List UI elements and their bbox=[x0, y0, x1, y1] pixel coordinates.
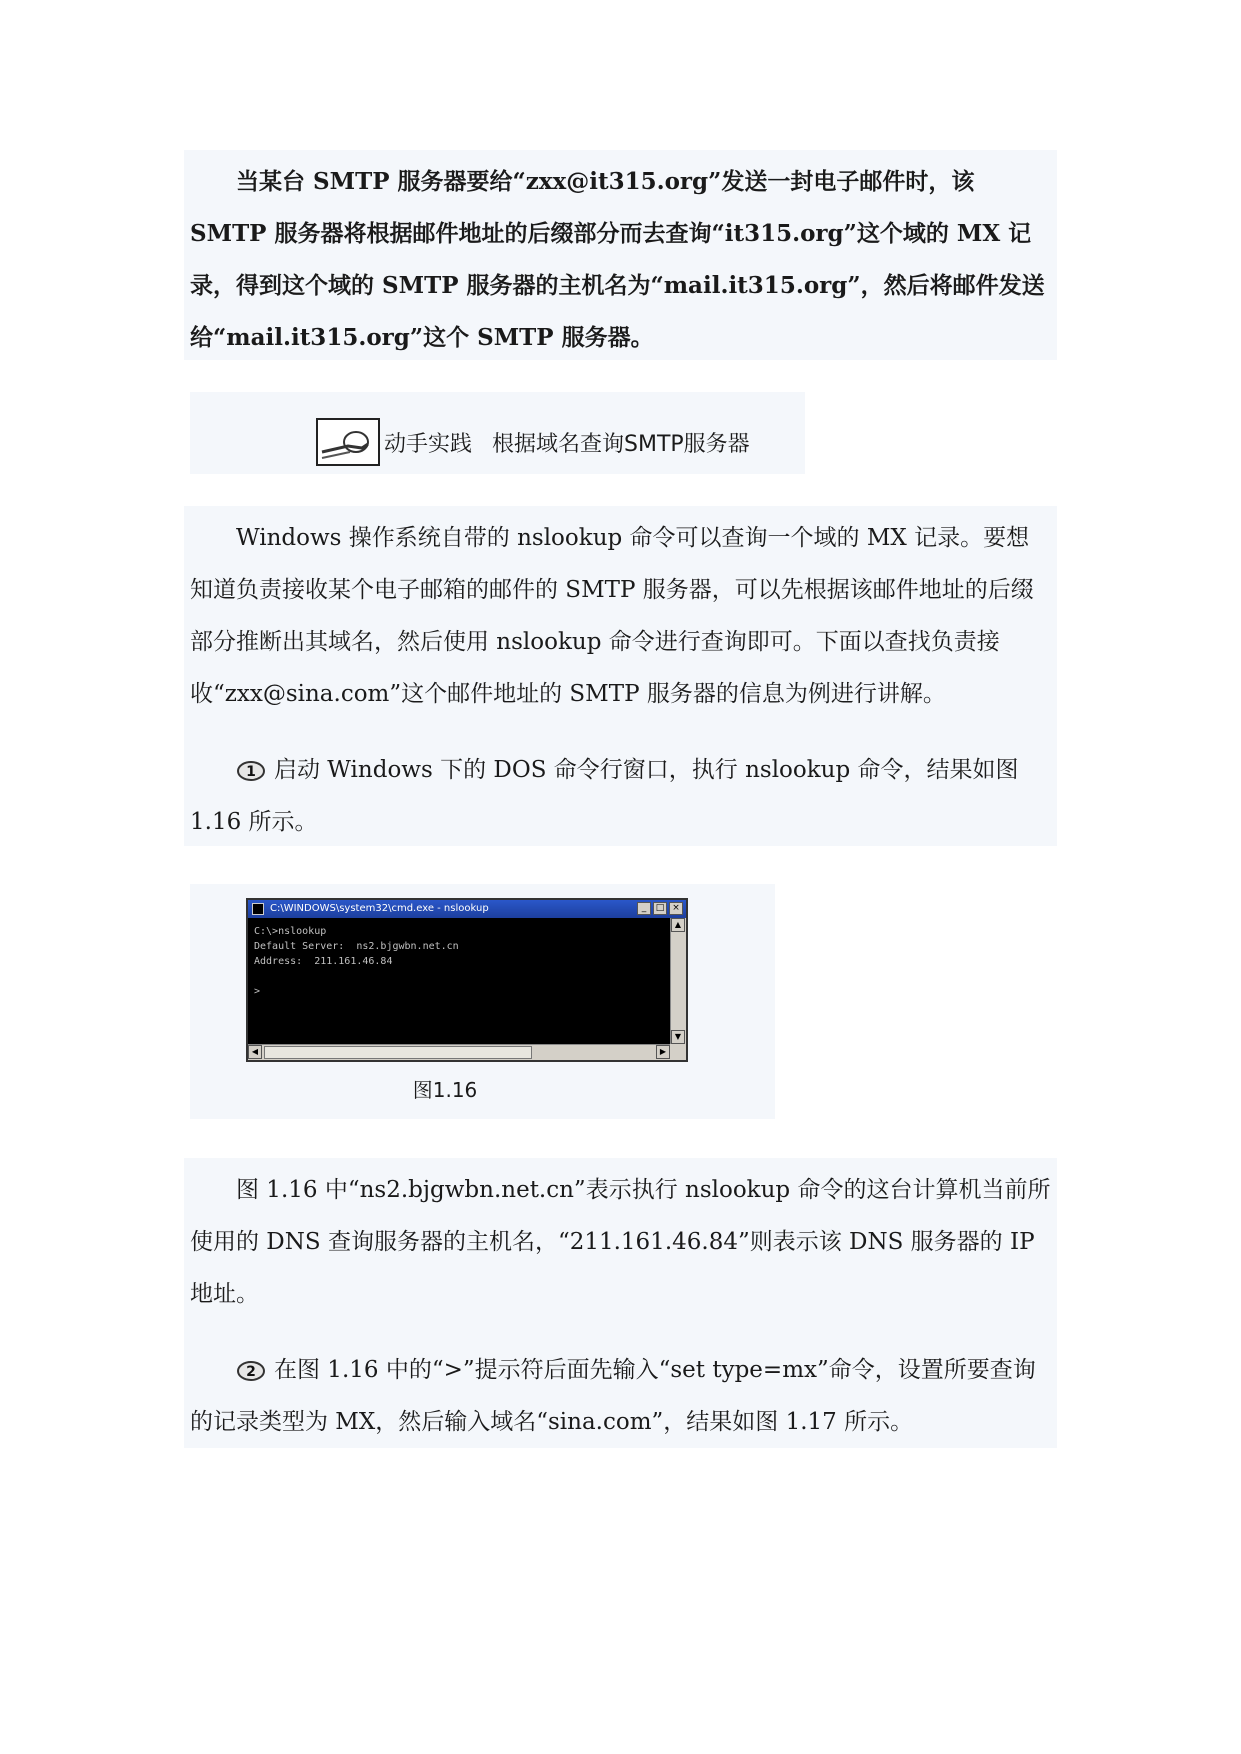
minimize-icon: _ bbox=[637, 902, 651, 915]
hand-icon bbox=[316, 418, 380, 466]
cmd-window bbox=[246, 898, 688, 1062]
scroll-left-icon: ◀ bbox=[248, 1045, 262, 1059]
step-2-text: 在图 1.16 中的“>”提示符后面先输入“set type=mx”命令，设置所要查询的记录类型为 MX，然后输入域名“sina.com”，结果如图 1.17 所示。 bbox=[190, 1357, 1036, 1435]
console-line: Address: 211.161.46.84 bbox=[254, 956, 393, 967]
console-line: Default Server: ns2.bjgwbn.net.cn bbox=[254, 941, 459, 952]
banner-label: 动手实践 bbox=[384, 431, 473, 457]
scroll-right-icon: ▶ bbox=[656, 1045, 670, 1059]
console-line: C:\>nslookup bbox=[254, 926, 327, 937]
banner-content bbox=[316, 418, 770, 466]
svg-text:2: 2 bbox=[246, 1364, 256, 1380]
intro-paragraph-block bbox=[184, 150, 1057, 360]
banner-heading bbox=[384, 427, 770, 458]
cmd-title-bar bbox=[248, 900, 686, 918]
resize-grip-icon bbox=[670, 1044, 686, 1060]
close-icon: × bbox=[669, 902, 683, 915]
scroll-thumb bbox=[264, 1046, 532, 1059]
svg-text:1: 1 bbox=[246, 764, 256, 780]
console-line: > bbox=[254, 986, 261, 997]
explanation-paragraph: 图 1.16 中“ns2.bjgwbn.net.cn”表示执行 nslookup 命令的这台计算机当前所使用的 DNS 查询服务器的主机名，“211.161.46.84”则表示该 DNS 服务器的 IP 地址。 bbox=[190, 1177, 1051, 1307]
intro-paragraph: 当某台 SMTP 服务器要给“zxx@it315.org”发送一封电子邮件时，该 SMTP 服务器将根据邮件地址的后缀部分而去查询“it315.org”这个域的 MX 记录，得到这个域的 SMTP 服务器的主机名为“mail.it315.org”，然后将邮件发送给“mail.it315.org”这个 SMTP 服务器。 bbox=[190, 168, 1045, 351]
step-2 bbox=[190, 1344, 1051, 1448]
console-output bbox=[248, 918, 670, 1044]
scroll-down-icon: ▼ bbox=[671, 1030, 685, 1044]
instructions-paragraph: Windows 操作系统自带的 nslookup 命令可以查询一个域的 MX 记录。要想知道负责接收某个电子邮箱的邮件的 SMTP 服务器，可以先根据该邮件地址的后缀部分推断出其域名，然后使用 nslookup 命令进行查询即可。下面以查找负责接收“zxx@sina.com”这个邮件地址的 SMTP 服务器的信息为例进行讲解。 bbox=[190, 525, 1034, 707]
scroll-up-icon: ▲ bbox=[671, 918, 685, 932]
step-1 bbox=[190, 744, 1051, 848]
horizontal-scrollbar bbox=[248, 1044, 670, 1060]
vertical-scrollbar bbox=[670, 918, 686, 1044]
cmd-window-title: C:\WINDOWS\system32\cmd.exe - nslookup bbox=[270, 903, 489, 914]
figure-1-16 bbox=[190, 884, 775, 1119]
figure-caption: 图1.16 bbox=[412, 1078, 478, 1102]
cmd-icon bbox=[252, 903, 264, 915]
explanation-block bbox=[184, 1158, 1057, 1448]
console-line bbox=[254, 969, 664, 984]
banner-title: 根据域名查询SMTP服务器 bbox=[492, 431, 750, 457]
practice-banner bbox=[190, 392, 805, 474]
window-controls bbox=[637, 902, 683, 915]
step-1-text: 启动 Windows 下的 DOS 命令行窗口，执行 nslookup 命令，结果如图 1.16 所示。 bbox=[190, 757, 1019, 835]
instructions-block bbox=[184, 506, 1057, 846]
step-1-icon bbox=[236, 760, 266, 782]
maximize-icon: □ bbox=[653, 902, 667, 915]
step-2-icon bbox=[236, 1360, 266, 1382]
